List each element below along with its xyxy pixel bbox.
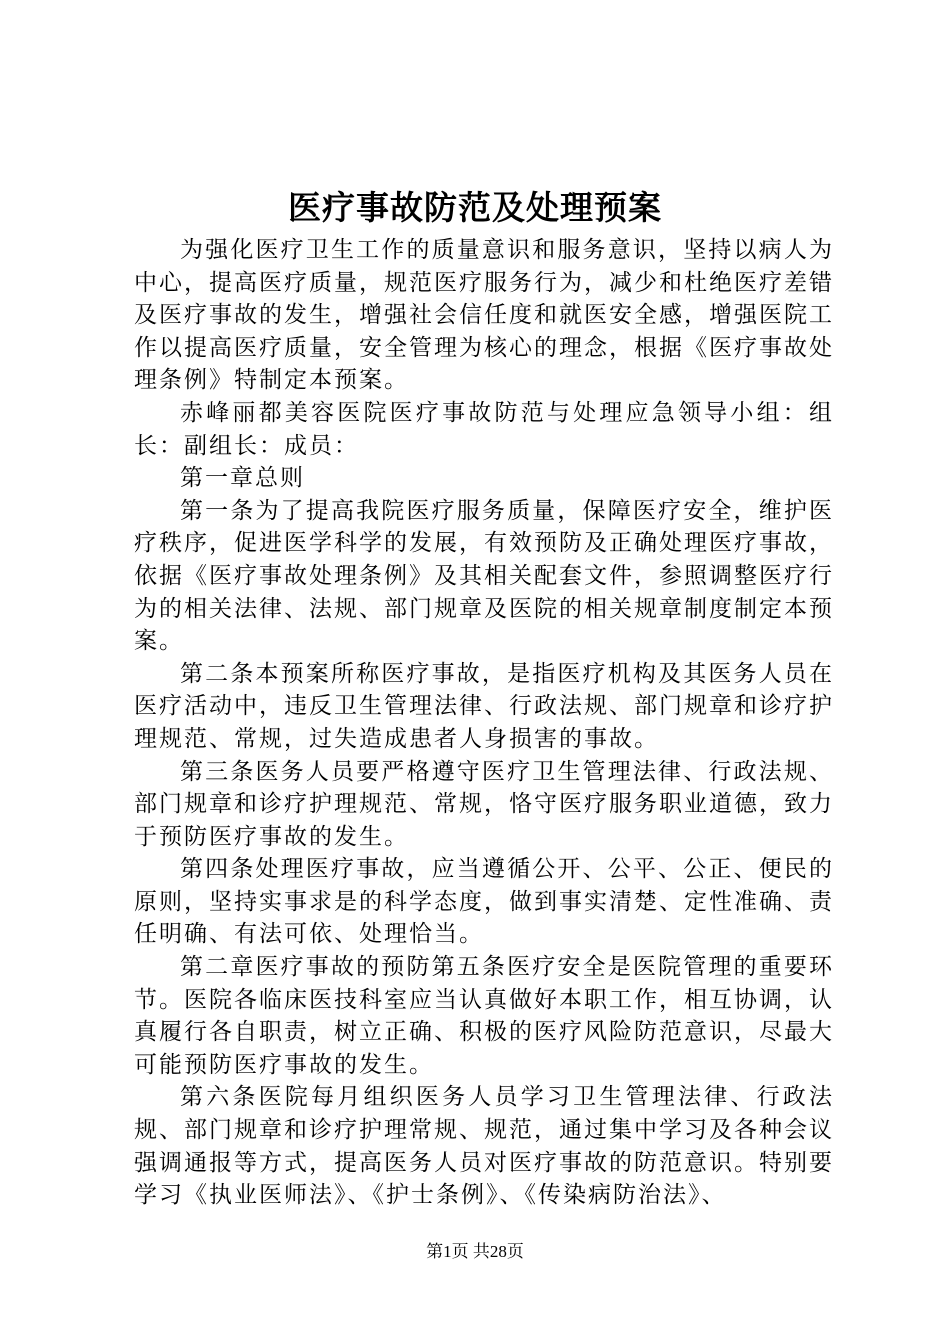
paragraph-leadership-group: 赤峰丽都美容医院医疗事故防范与处理应急领导小组：组长：副组长：成员：	[134, 399, 834, 459]
chapter-heading-general: 第一章总则	[180, 465, 305, 492]
paragraph-article-3: 第三条医务人员要严格遵守医疗卫生管理法律、行政法规、部门规章和诊疗护理规范、常规，恪守医疗服务职业道德，致力于预防医疗事故的发生。	[134, 758, 834, 850]
paragraph-article-4: 第四条处理医疗事故，应当遵循公开、公平、公正、便民的原则，坚持实事求是的科学态度，做到事实清楚、定性准确、责任明确、有法可依、处理恰当。	[134, 856, 834, 948]
document-body	[134, 234, 834, 1212]
paragraph-article-2: 第二条本预案所称医疗事故，是指医疗机构及其医务人员在医疗活动中，违反卫生管理法律、行政法规、部门规章和诊疗护理规范、常规，过失造成患者人身损害的事故。	[134, 660, 834, 752]
page-number-footer: 第1页 共28页	[426, 1242, 524, 1261]
paragraph-article-5: 第二章医疗事故的预防第五条医疗安全是医院管理的重要环节。医院各临床医技科室应当认真做好本职工作，相互协调，认真履行各自职责，树立正确、积极的医疗风险防范意识，尽最大可能预防医疗事故的发生。	[134, 954, 834, 1078]
paragraph-article-6: 第六条医院每月组织医务人员学习卫生管理法律、行政法规、部门规章和诊疗护理常规、规范，通过集中学习及各种会议强调通报等方式，提高医务人员对医疗事故的防范意识。特别要学习《执业医师法》、《护士条例》、《传染病防治法》、	[134, 1084, 834, 1209]
paragraph-article-1: 第一条为了提高我院医疗服务质量，保障医疗安全，维护医疗秩序，促进医学科学的发展，有效预防及正确处理医疗事故，依据《医疗事故处理条例》及其相关配套文件，参照调整医疗行为的相关法律、法规、部门规章及医院的相关规章制度制定本预案。	[134, 497, 834, 655]
document-title: 医疗事故防范及处理预案	[288, 188, 662, 227]
paragraph-intro: 为强化医疗卫生工作的质量意识和服务意识，坚持以病人为中心，提高医疗质量，规范医疗服务行为，减少和杜绝医疗差错及医疗事故的发生，增强社会信任度和就医安全感，增强医院工作以提高医疗质量，安全管理为核心的理念，根据《医疗事故处理条例》特制定本预案。	[134, 237, 834, 394]
